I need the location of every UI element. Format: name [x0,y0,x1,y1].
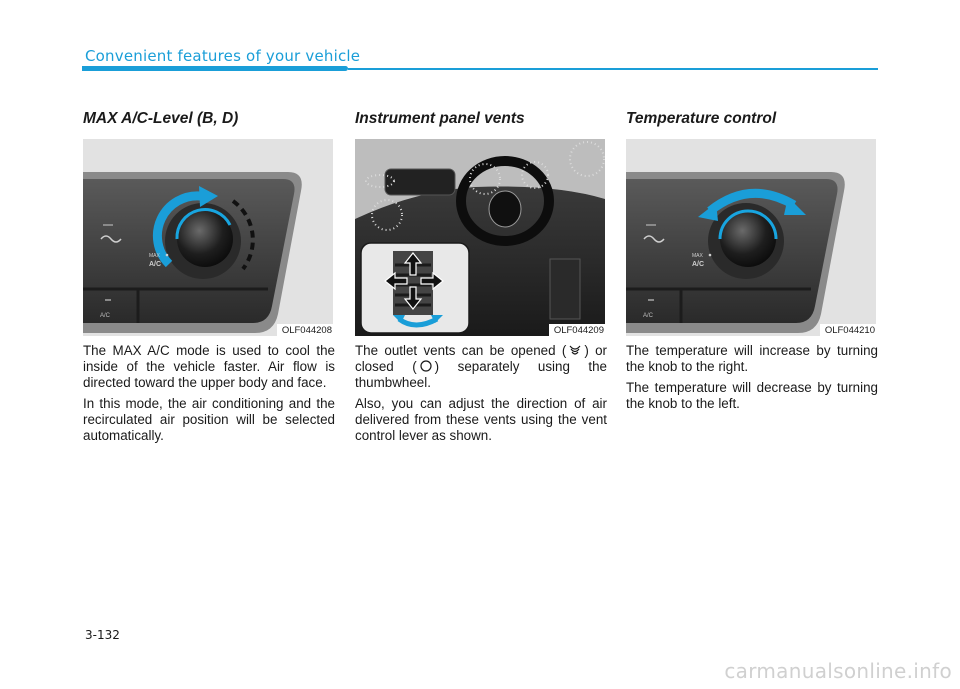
figure-temperature [626,139,876,336]
ac-button-label: A/C [100,313,111,319]
vent-open-icon [568,343,582,357]
section-header-title: Convenient features of your vehicle [85,47,361,65]
figure-code: OLF044209 [549,324,605,336]
section-temperature-control [626,110,878,417]
paragraph: Also, you can adjust the direction of air delivered from these vents using the vent control lever as shown. [355,396,607,443]
max-ac-illustration [83,139,333,336]
section-title-max-ac: MAX A/C-Level (B, D) [83,110,239,127]
section-max-ac [83,110,335,449]
section-body [355,343,607,444]
section-body [83,343,335,444]
text-fragment: ) or closed ( [355,343,607,374]
temperature-illustration [626,139,876,336]
ac-large-label: A/C [692,261,705,268]
text-fragment: The outlet vents can be opened ( [355,343,567,358]
figure-vents [355,139,605,336]
max-label: MAX [692,253,703,259]
paragraph: The temperature will decrease by turning the knob to the left. [626,380,878,411]
page-number: 3-132 [85,628,120,642]
section-title-temperature: Temperature control [626,110,777,127]
max-label: MAX [149,253,160,259]
ac-button-label: A/C [643,313,654,319]
paragraph: The temperature will increase by turning the knob to the right. [626,343,878,374]
paragraph: The MAX A/C mode is used to cool the inside of the vehicle faster. Air flow is directed toward the upper body and face. [83,343,335,390]
header-rule-thin [348,68,878,70]
section-title-vents: Instrument panel vents [355,110,525,127]
watermark: carmanualsonline.info [724,659,952,683]
text-fragment: ) separately using the thumbwheel. [355,359,608,390]
paragraph: In this mode, the air conditioning and the recirculated air position will be selected automatically. [83,396,335,443]
figure-max-ac [83,139,333,336]
figure-code: OLF044208 [277,324,333,336]
section-body [626,343,878,412]
paragraph [355,343,607,391]
section-instrument-vents [355,110,607,449]
header-rule-thick [82,66,348,71]
vent-closed-icon [419,359,433,373]
figure-code: OLF044210 [820,324,876,336]
vents-illustration [355,139,605,336]
ac-large-label: A/C [149,261,162,268]
